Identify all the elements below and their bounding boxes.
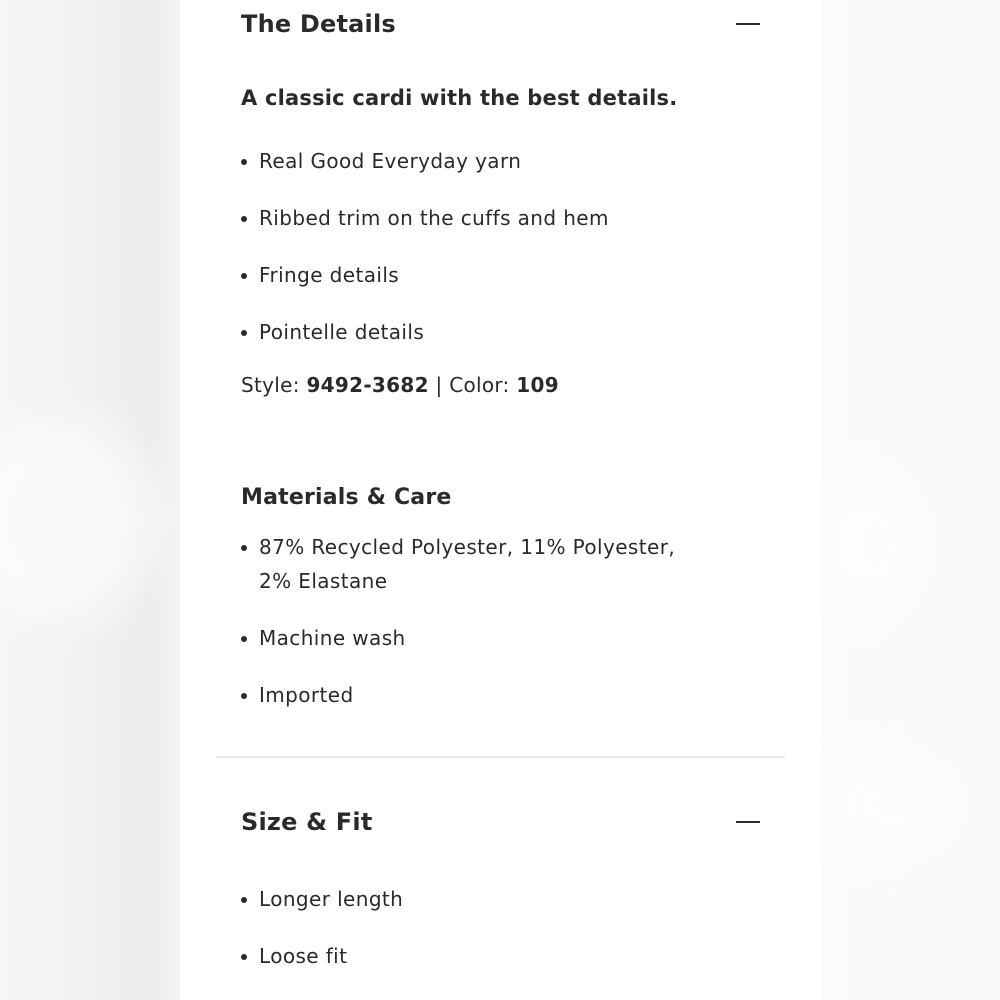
details-collapse-icon[interactable] — [735, 11, 761, 37]
materials-title: Materials & Care — [241, 485, 452, 510]
background-blur-right-bottom — [820, 750, 970, 860]
size-fit-title: Size & Fit — [241, 808, 373, 836]
list-item: Machine wash — [241, 621, 711, 655]
background-blur-right-top — [820, 470, 930, 620]
background-blur-left — [0, 420, 160, 620]
list-item: Real Good Everyday yarn — [241, 144, 721, 178]
list-item: Imported — [241, 678, 711, 712]
list-item: Pointelle details — [241, 315, 721, 349]
style-value: 9492-3682 — [306, 373, 429, 397]
size-fit-collapse-icon[interactable] — [735, 809, 761, 835]
size-fit-list — [241, 882, 721, 996]
list-item: Longer length — [241, 882, 721, 916]
list-item: Ribbed trim on the cuffs and hem — [241, 201, 721, 235]
color-label: Color: — [449, 373, 510, 397]
details-list — [241, 144, 721, 372]
section-divider — [216, 756, 785, 758]
details-tagline: A classic cardi with the best details. — [241, 86, 678, 110]
size-fit-header[interactable] — [241, 804, 761, 840]
list-item: Fringe details — [241, 258, 721, 292]
details-header[interactable] — [241, 6, 761, 42]
style-color-info — [241, 373, 559, 397]
product-info-panel — [180, 0, 822, 1000]
list-item: 87% Recycled Polyester, 11% Polyester, 2% Elastane — [241, 530, 711, 598]
style-label: Style: — [241, 373, 300, 397]
list-item: Loose fit — [241, 939, 721, 973]
color-value: 109 — [516, 373, 559, 397]
details-title: The Details — [241, 10, 396, 38]
materials-list — [241, 530, 711, 735]
separator: | — [435, 373, 443, 397]
